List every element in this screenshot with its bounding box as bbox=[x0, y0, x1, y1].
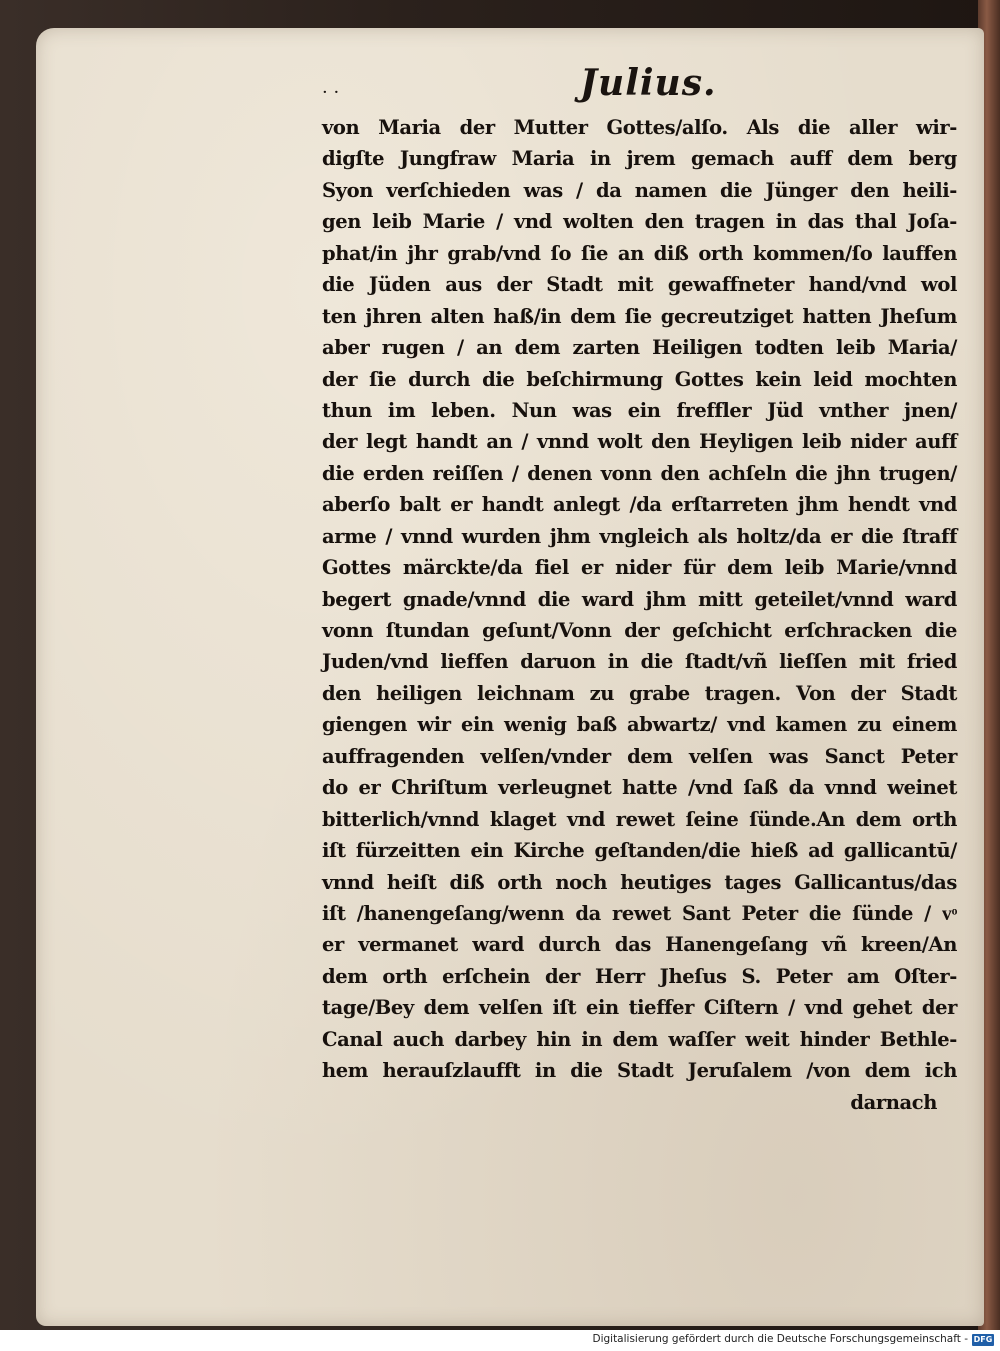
text-line: ten jhren alten haß/in dem ſie gecreutziget hatten Jheſum bbox=[322, 304, 957, 328]
catchword: darnach bbox=[850, 1090, 937, 1114]
text-line: phat/in jhr grab/vnd ſo ſie an diß orth kommen/ſo lauffen bbox=[322, 241, 957, 265]
body-text bbox=[322, 112, 957, 1118]
text-line: aberſo balt er handt anlegt /da erſtarreten jhm hendt vnd bbox=[322, 493, 957, 517]
text-line: die Jüden aus der Stadt mit gewaffneter hand/vnd wol bbox=[322, 273, 957, 297]
dfg-logo: DFG bbox=[973, 1335, 993, 1344]
text-line: digſte Jungfraw Maria in jrem gemach auff dem berg bbox=[322, 147, 957, 171]
text-line: er vermanet ward durch das Hanengeſang vñ kreen/An bbox=[322, 933, 957, 957]
text-line: Juden/vnd lieffen daruon in die ſtadt/vñ lieſſen mit fried bbox=[322, 650, 957, 674]
text-line: iſt /hanengeſang/wenn da rewet Sant Peter die ſünde / vͦ bbox=[322, 901, 957, 925]
text-line: vonn ſtundan geſunt/Vonn der geſchicht erſchracken die bbox=[322, 619, 957, 642]
text-line: Syon verſchieden was / da namen die Jünger den heili- bbox=[322, 178, 957, 202]
text-line: den heiligen leichnam zu grabe tragen. Von der Stadt bbox=[322, 681, 957, 705]
text-line: Canal auch darbey hin in dem waſſer weit hinder Bethle- bbox=[322, 1027, 957, 1051]
text-line: thun im leben. Nun was ein freffler Jüd vnther jnen/ bbox=[322, 398, 957, 422]
text-line: dem orth erſchein der Herr Jheſus S. Peter am Oſter- bbox=[322, 964, 957, 988]
text-line: Gottes märckte/da fiel er nider für dem leib Marie/vnnd bbox=[322, 556, 957, 580]
text-line: von Maria der Mutter Gottes/alſo. Als die aller wir- bbox=[322, 116, 957, 139]
text-line: giengen wir ein wenig baß abwartz/ vnd kamen zu einem bbox=[322, 713, 957, 737]
text-line: hem herauſzlaufft in die Stadt Jeruſalem /von dem ich bbox=[322, 1059, 957, 1083]
text-line: aber rugen / an dem zarten Heiligen todten leib Maria/ bbox=[322, 336, 957, 360]
footer-credit: Digitalisierung gefördert durch die Deutsche Forschungsgemeinschaft - bbox=[592, 1333, 968, 1345]
text-line: auffragenden velſen/vnder dem velſen was Sanct Peter bbox=[322, 744, 957, 768]
text-line: arme / vnnd wurden jhm vngleich als holtz/da er die ſtraff bbox=[322, 524, 957, 548]
text-line: gen leib Marie / vnd wolten den tragen in das thal Joſa- bbox=[322, 210, 957, 234]
text-line: der legt handt an / vnnd wolt den Heyligen leib nider auff bbox=[322, 430, 957, 454]
text-line: vnnd heiſt diß orth noch heutiges tages Gallicantus/das bbox=[322, 870, 957, 894]
text-line: iſt fürzeitten ein Kirche geſtanden/die hieß ad gallicantū/ bbox=[322, 839, 957, 863]
text-line: begert gnade/vnnd die ward jhm mitt geteilet/vnnd ward bbox=[322, 587, 957, 611]
running-head: Julius. bbox=[580, 62, 717, 104]
text-line: die erden reiſſen / denen vonn den achſeln die jhn trugen/ bbox=[322, 461, 957, 485]
text-line: tage/Bey dem velſen iſt ein tieffer Ciſtern / vnd gehet der bbox=[322, 996, 957, 1020]
text-line: bitterlich/vnnd klaget vnd rewet ſeine ſünde.An dem orth bbox=[322, 807, 957, 831]
head-marks: · · bbox=[322, 82, 340, 103]
text-line: do er Chriſtum verleugnet hatte /vnd ſaß da vnnd weinet bbox=[322, 776, 957, 800]
text-line: der ſie durch die beſchirmung Gottes kein leid mochten bbox=[322, 367, 957, 391]
